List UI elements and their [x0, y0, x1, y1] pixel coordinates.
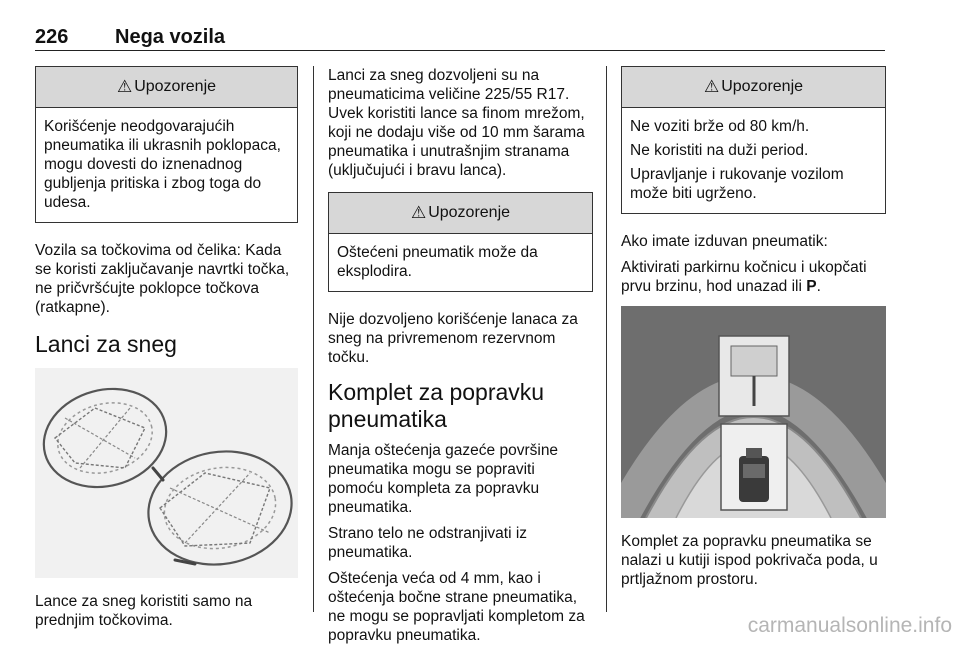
figure-caption: Komplet za popravku pneumatika se nalazi u kutiji ispod pokrivača poda, u prtljažnom prostoru.: [621, 533, 878, 588]
paragraph: Ako imate izduvan pneumatik:: [621, 233, 828, 250]
paragraph: Lanci za sneg dozvoljeni su na pneumaticima veličine 225/55 R17. Uvek koristiti lance sa finom mrežom, koji ne dodaju više od 10 mm šarama pneumatika i unutrašnjim stranama (uključujući i bravu lanca).: [328, 67, 585, 179]
page-title: Nega vozila: [115, 26, 226, 48]
paragraph: Vozila sa točkovima od čelika: Kada se koristi zaključavanje navrtki točka, ne pričvršćujte poklopce točkova (ratkapne).: [35, 242, 290, 316]
warning-line: Ne koristiti na duži period.: [630, 142, 809, 159]
warning-triangle-icon: ⚠: [410, 203, 427, 222]
warning-body: [36, 108, 297, 222]
snow-chains-figure: [35, 368, 298, 578]
warning-title: Upozorenje: [428, 204, 511, 221]
column-2: [328, 66, 593, 652]
snow-chains-illustration: [35, 368, 298, 578]
warning-title: Upozorenje: [721, 78, 804, 95]
warning-header: [622, 67, 885, 108]
paragraph: Manja oštećenja gazeće površine pneumatika mogu se popraviti pomoću kompleta za popravku pneumatika.: [328, 442, 559, 516]
paragraph: [621, 258, 886, 296]
section-heading: Lanci za sneg: [35, 331, 177, 357]
repair-kit-figure: [621, 306, 886, 518]
gear-p-label: P: [806, 278, 817, 295]
paragraph: Oštećenja veća od 4 mm, kao i oštećenja bočne strane pneumatika, ne mogu se popravljati kompletom za popravku pneumatika.: [328, 570, 585, 644]
warning-title: Upozorenje: [134, 78, 217, 95]
warning-box: [328, 192, 593, 292]
page-number: 226: [35, 26, 69, 48]
section-heading: Komplet za popravku pneumatika: [328, 379, 545, 432]
warning-triangle-icon: ⚠: [116, 77, 133, 96]
column-1: [35, 66, 298, 637]
warning-box: [35, 66, 298, 223]
warning-header: [329, 193, 592, 234]
warning-header: [36, 67, 297, 108]
column-divider: [313, 66, 314, 612]
warning-line: Upravljanje i rukovanje vozilom može biti ugrženo.: [630, 166, 844, 202]
warning-triangle-icon: ⚠: [703, 77, 720, 96]
watermark: carmanualsonline.info: [747, 614, 952, 637]
warning-text: Korišćenje neodgovarajućih pneumatika ili ukrasnih poklopaca, mogu dovesti do iznenadnog gubljenja pritiska i zbog toga do udesa.: [44, 118, 281, 211]
figure-caption: Lance za sneg koristiti samo na prednjim točkovima.: [35, 593, 253, 629]
paragraph: Strano telo ne odstranjivati iz pneumatika.: [328, 525, 528, 561]
warning-text: Oštećeni pneumatik može da eksplodira.: [337, 244, 538, 280]
warning-body: [622, 108, 885, 213]
warning-body: [329, 234, 592, 291]
paragraph-end: .: [816, 278, 821, 295]
warning-box: [621, 66, 886, 214]
column-3: [621, 66, 886, 596]
paragraph: Nije dozvoljeno korišćenje lanaca za sneg na privremenom rezervnom točku.: [328, 311, 578, 366]
repair-kit-illustration: [621, 306, 886, 518]
warning-line: Ne voziti brže od 80 km/h.: [630, 118, 810, 135]
paragraph-text: Aktivirati parkirnu kočnicu i ukopčati prvu brzinu, hod unazad ili: [621, 259, 867, 295]
column-divider: [606, 66, 607, 612]
page-header: [35, 22, 885, 51]
